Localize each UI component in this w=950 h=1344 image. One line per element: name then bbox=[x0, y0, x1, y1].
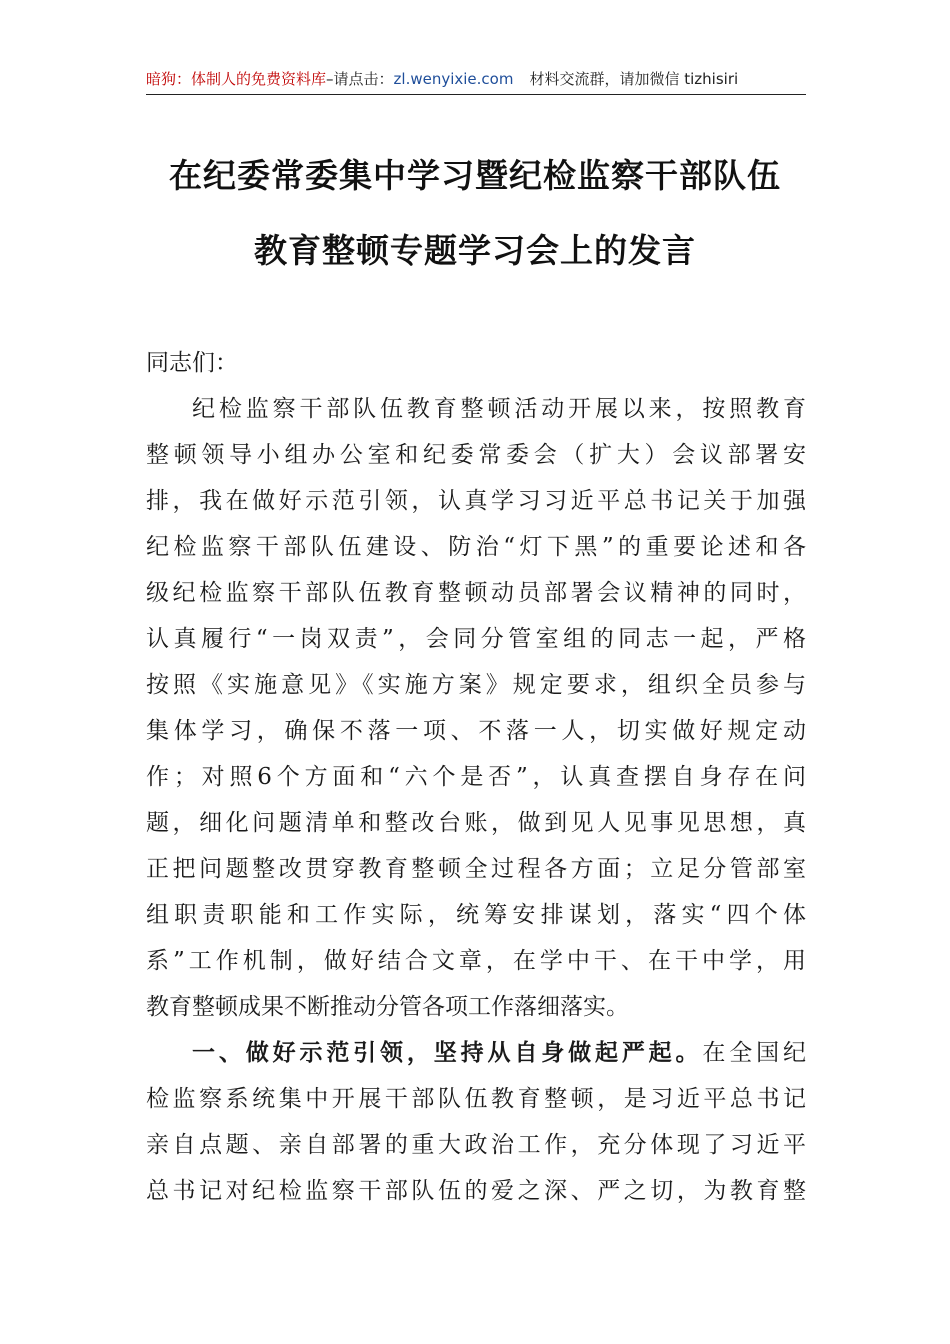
paragraph-1-line: 整顿领导小组办公室和纪委常委会（扩大）会议部署安 bbox=[146, 442, 806, 468]
watermark-header bbox=[146, 64, 806, 95]
paragraph-1-line: 按照《实施意见》《实施方案》规定要求，组织全员参与 bbox=[146, 672, 806, 698]
header-wechat-note: 材料交流群，请加微信 tizhisiri bbox=[529, 70, 739, 88]
paragraph-2-line: 亲自点题、亲自部署的重大政治工作，充分体现了习近平 bbox=[146, 1132, 806, 1158]
paragraph-2 bbox=[146, 1030, 806, 1214]
paragraph-1-line: 教育整顿成果不断推动分管各项工作落细落实。 bbox=[146, 994, 629, 1020]
paragraph-1-line: 集体学习，确保不落一项、不落一人，切实做好规定动 bbox=[146, 718, 806, 744]
document-title-line-1: 在纪委常委集中学习暨纪检监察干部队伍 bbox=[169, 156, 781, 195]
paragraph-1-line: 题，细化问题清单和整改台账，做到见人见事见思想，真 bbox=[146, 810, 806, 836]
paragraph-1-line: 作；对照6个方面和“六个是否”，认真查摆自身存在问 bbox=[146, 764, 806, 790]
paragraph-1-line: 纪检监察干部队伍建设、防治“灯下黑”的重要论述和各 bbox=[146, 534, 806, 560]
section-heading: 一、做好示范引领，坚持从自身做起严起。 bbox=[192, 1039, 703, 1066]
paragraph-2-line-rest: 在全国纪 bbox=[702, 1040, 807, 1066]
paragraph-1-line: 认真履行“一岗双责”，会同分管室组的同志一起，严格 bbox=[146, 626, 806, 652]
header-click-prompt: –请点击： bbox=[326, 70, 394, 88]
paragraph-1-line: 级纪检监察干部队伍教育整顿动员部署会议精神的同时， bbox=[146, 580, 806, 606]
paragraph-2-first-line bbox=[146, 1030, 806, 1076]
paragraph-1 bbox=[146, 386, 806, 1030]
document-title-line-2: 教育整顿专题学习会上的发言 bbox=[254, 231, 696, 270]
paragraph-1-line: 组职责职能和工作实际，统筹安排谋划，落实“四个体 bbox=[146, 902, 806, 928]
header-site-name: 暗狗：体制人的免费资料库 bbox=[146, 70, 327, 88]
paragraph-2-line: 总书记对纪检监察干部队伍的爱之深、严之切，为教育整 bbox=[146, 1178, 806, 1204]
paragraph-1-line: 纪检监察干部队伍教育整顿活动开展以来，按照教育 bbox=[192, 396, 806, 422]
paragraph-1-line: 系”工作机制，做好结合文章，在学中干、在干中学，用 bbox=[146, 948, 806, 974]
greeting: 同志们： bbox=[146, 350, 238, 376]
header-url-link[interactable]: zl.wenyixie.com bbox=[393, 70, 514, 88]
document-body bbox=[146, 340, 806, 1214]
paragraph-1-line: 排，我在做好示范引领，认真学习习近平总书记关于加强 bbox=[146, 488, 806, 514]
paragraph-1-line: 正把问题整改贯穿教育整顿全过程各方面；立足分管部室 bbox=[146, 856, 806, 882]
paragraph-2-line: 检监察系统集中开展干部队伍教育整顿，是习近平总书记 bbox=[146, 1086, 806, 1112]
